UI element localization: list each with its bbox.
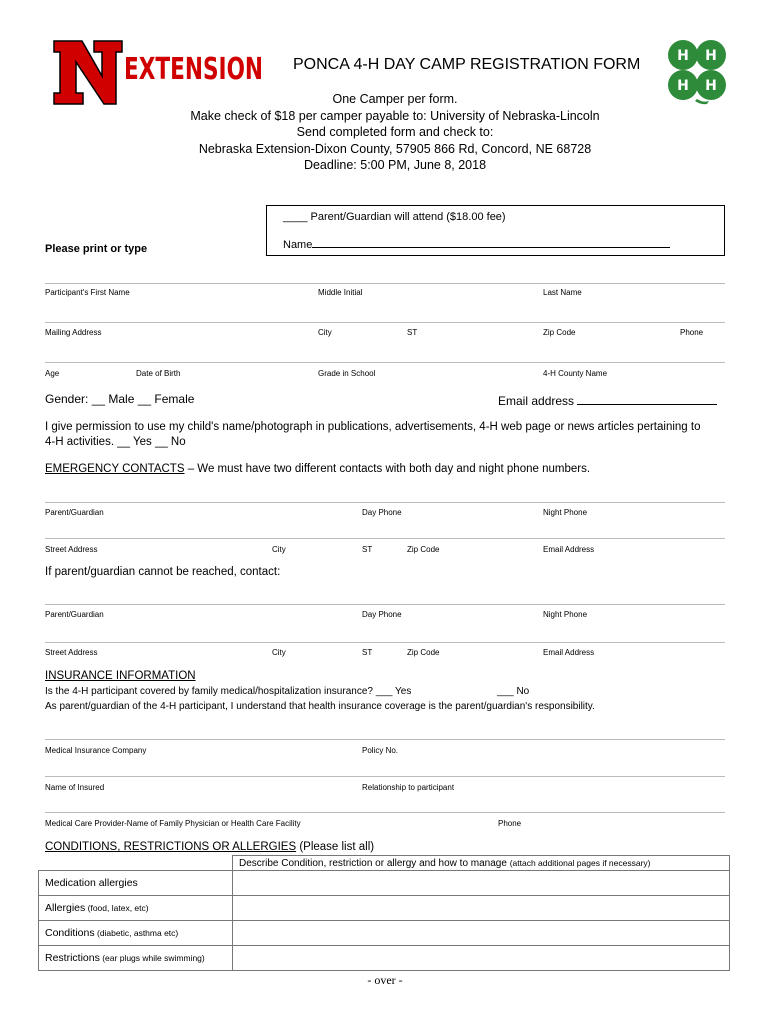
footer-over: - over - <box>367 973 403 987</box>
conditions-table <box>38 855 730 971</box>
insured-name-label: Name of Insured <box>45 783 105 792</box>
header-line-3: Send completed form and check to: <box>296 125 494 139</box>
email-field[interactable] <box>577 392 717 405</box>
table-row <box>39 921 730 946</box>
ec2-state-label: ST <box>362 648 373 657</box>
condition-description-field[interactable] <box>233 896 730 921</box>
provider-phone-label: Phone <box>498 819 522 828</box>
conditions-heading: CONDITIONS, RESTRICTIONS OR ALLERGIES <box>45 841 297 853</box>
photo-permission[interactable]: I give permission to use my child's name/photograph in publications, advertisements, 4-H web page or news articles pertaining to 4-H activities. __ Yes __ No <box>45 421 701 448</box>
mailing-address-label: Mailing Address <box>45 328 102 337</box>
dob-label: Date of Birth <box>136 369 181 378</box>
ec1-email-label: Email Address <box>543 545 595 554</box>
provider-label: Medical Care Provider-Name of Family Physician or Health Care Facility <box>45 819 301 828</box>
gender-field[interactable]: Gender: __ Male __ Female <box>45 392 195 406</box>
header-line-1: One Camper per form. <box>332 92 458 106</box>
email-row <box>498 392 717 408</box>
grade-label: Grade in School <box>318 369 376 378</box>
conditions-heading-note: (Please list all) <box>296 841 375 853</box>
svg-text:H: H <box>705 48 717 64</box>
guardian-attend-box[interactable] <box>266 205 725 256</box>
svg-text:H: H <box>677 78 689 94</box>
insurance-statement: As parent/guardian of the 4-H participant, I understand that health insurance coverage is the parent/guardian's responsibility. <box>45 701 595 712</box>
insured-name-line[interactable] <box>45 776 725 777</box>
condition-label: Restrictions (ear plugs while swimming) <box>39 946 233 971</box>
last-name-label: Last Name <box>543 288 582 297</box>
ec2-zip-label: Zip Code <box>407 648 440 657</box>
ec1-dayphone-label: Day Phone <box>362 508 402 517</box>
ec2-city-label: City <box>272 648 286 657</box>
relationship-label: Relationship to participant <box>362 783 455 792</box>
condition-description-field[interactable] <box>233 946 730 971</box>
policy-label: Policy No. <box>362 746 399 755</box>
condition-description-field[interactable] <box>233 921 730 946</box>
insurance-heading: INSURANCE INFORMATION <box>45 670 196 682</box>
ec1-nightphone-label: Night Phone <box>543 508 588 517</box>
phone-label: Phone <box>680 328 704 337</box>
emergency-note: – We must have two different contacts with both day and night phone numbers. <box>184 463 591 475</box>
email-label: Email address <box>498 394 575 408</box>
table-row <box>39 946 730 971</box>
table-row <box>39 871 730 896</box>
ec2-parent-label: Parent/Guardian <box>45 610 104 619</box>
condition-label: Medication allergies <box>39 871 233 896</box>
insurance-no[interactable]: ___ No <box>497 686 530 697</box>
4h-clover-icon <box>663 37 731 105</box>
first-name-label: Participant's First Name <box>45 288 130 297</box>
describe-header: Describe Condition, restriction or allergy and how to manage (attach additional pages if necessary) <box>233 856 730 871</box>
ec2-nightphone-label: Night Phone <box>543 610 588 619</box>
header-line-4: Nebraska Extension-Dixon County, 57905 866 Rd, Concord, NE 68728 <box>198 141 592 156</box>
ec1-zip-label: Zip Code <box>407 545 440 554</box>
alt-contact-note: If parent/guardian cannot be reached, contact: <box>45 566 281 578</box>
insurance-company-line[interactable] <box>45 739 725 740</box>
ec1-state-label: ST <box>362 545 373 554</box>
table-row <box>39 896 730 921</box>
age-label: Age <box>45 369 60 378</box>
guardian-name-field[interactable] <box>312 236 670 248</box>
middle-initial-label: Middle Initial <box>318 288 363 297</box>
guardian-name-row <box>283 236 670 251</box>
form-title: PONCA 4-H DAY CAMP REGISTRATION FORM <box>293 56 641 73</box>
emergency-contact1-line[interactable] <box>45 502 725 503</box>
guardian-attend-label: ____ Parent/Guardian will attend ($18.00 fee) <box>283 211 506 223</box>
condition-description-field[interactable] <box>233 871 730 896</box>
header-line-5: Deadline: 5:00 PM, June 8, 2018 <box>303 158 487 172</box>
emergency-contact2-line[interactable] <box>45 604 725 605</box>
emergency-address2-line[interactable] <box>45 642 725 643</box>
state-label: ST <box>407 328 418 337</box>
clover-letter: H <box>677 48 689 64</box>
emergency-address1-line[interactable] <box>45 538 725 539</box>
svg-text:H: H <box>705 78 717 94</box>
zip-label: Zip Code <box>543 328 576 337</box>
participant-address-line[interactable] <box>45 322 725 323</box>
emergency-heading-row <box>45 463 590 475</box>
participant-age-line[interactable] <box>45 362 725 363</box>
guardian-name-label: Name <box>283 239 313 251</box>
county-label: 4-H County Name <box>543 369 608 378</box>
provider-line[interactable] <box>45 812 725 813</box>
participant-name-line[interactable] <box>45 283 725 284</box>
ec2-email-label: Email Address <box>543 648 595 657</box>
ec1-parent-label: Parent/Guardian <box>45 508 104 517</box>
ec2-dayphone-label: Day Phone <box>362 610 402 619</box>
conditions-heading-row <box>45 841 374 853</box>
ec2-street-label: Street Address <box>45 648 98 657</box>
condition-label: Allergies (food, latex, etc) <box>39 896 233 921</box>
insurance-question[interactable]: Is the 4-H participant covered by family medical/hospitalization insurance? ___ Yes <box>45 686 412 697</box>
table-header-row <box>39 856 730 871</box>
header-info <box>120 91 670 174</box>
header-line-2: Make check of $18 per camper payable to: University of Nebraska-Lincoln <box>190 108 600 123</box>
print-note: Please print or type <box>45 243 148 255</box>
insurance-company-label: Medical Insurance Company <box>45 746 147 755</box>
ec1-street-label: Street Address <box>45 545 98 554</box>
emergency-heading: EMERGENCY CONTACTS <box>45 463 185 475</box>
condition-label: Conditions (diabetic, asthma etc) <box>39 921 233 946</box>
ec1-city-label: City <box>272 545 286 554</box>
logo-text: EXTENSION <box>124 52 264 87</box>
city-label: City <box>318 328 332 337</box>
